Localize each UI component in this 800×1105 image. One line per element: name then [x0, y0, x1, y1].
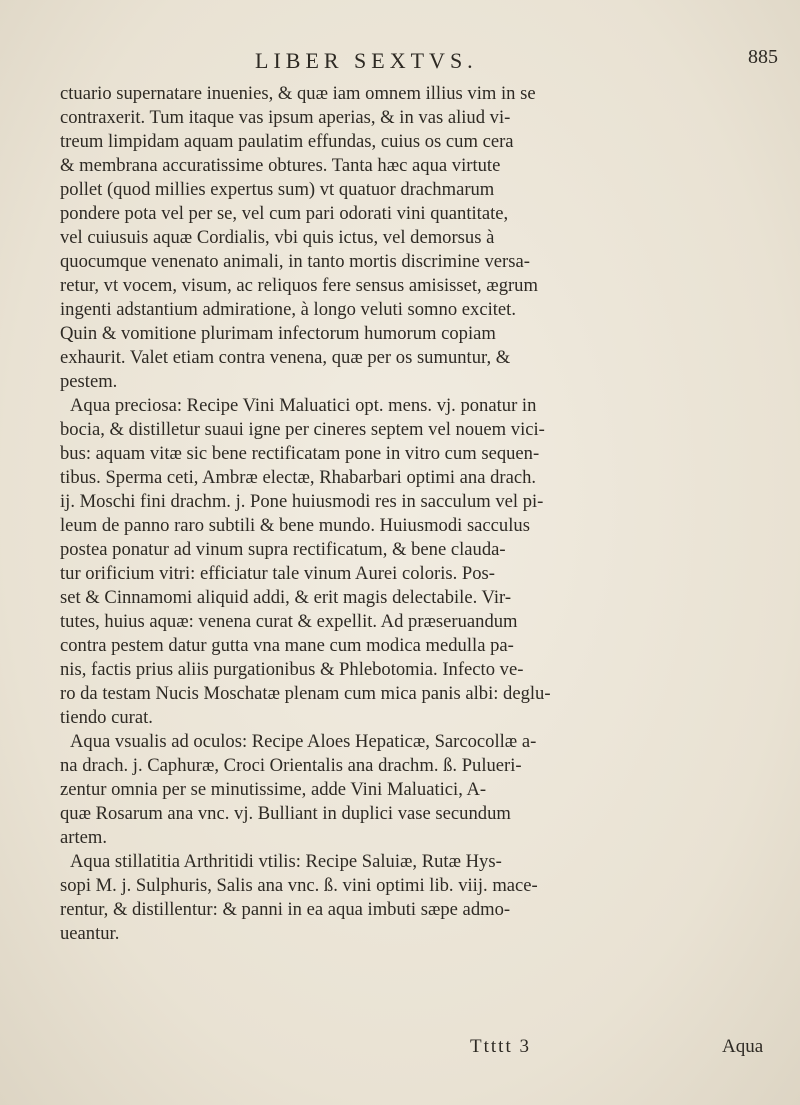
text-line: tibus. Sperma ceti, Ambræ electæ, Rhabarbari optimi ana drach. [60, 467, 537, 488]
recipe-heading-line: Aqua vsualis ad oculos: Recipe Aloes Hepaticæ, Sarcocollæ a- [70, 731, 537, 752]
signature-mark: Ttttt 3 [470, 1036, 531, 1057]
text-line: treum limpidam aquam paulatim effundas, cuius os cum cera [60, 131, 514, 152]
text-line: Quin & vomitione plurimam infectorum humorum copiam [60, 323, 496, 344]
text-line: quocumque venenato animali, in tanto mortis discrimine versa- [60, 251, 530, 272]
text-line: quæ Rosarum ana vnc. vj. Bulliant in duplici vase secundum [60, 803, 511, 824]
text-line: ueantur. [60, 923, 120, 944]
page-header [0, 48, 800, 80]
text-line: zentur omnia per se minutissime, adde Vini Maluatici, A- [60, 779, 487, 800]
text-line: bocia, & distilletur suaui igne per cineres septem vel nouem vici- [60, 419, 545, 440]
text-line: pestem. [60, 371, 118, 392]
text-line: retur, vt vocem, visum, ac reliquos fere sensus amisisset, ægrum [60, 275, 538, 296]
text-line: contra pestem datur gutta vna mane cum modica medulla pa- [60, 635, 514, 656]
text-line: set & Cinnamomi aliquid addi, & erit magis delectabile. Vir- [60, 587, 512, 608]
text-line: ingenti adstantium admiratione, à longo veluti somno excitet. [60, 299, 516, 320]
text-line: vel cuiusuis aquæ Cordialis, vbi quis ictus, vel demorsus à [60, 227, 495, 248]
text-line: & membrana accuratissime obtures. Tanta hæc aqua virtute [60, 155, 501, 176]
text-line: ro da testam Nucis Moschatæ plenam cum mica panis albi: deglu- [60, 683, 551, 704]
body-text [60, 82, 776, 946]
recipe-heading-line: Aqua stillatitia Arthritidi vtilis: Recipe Saluiæ, Rutæ Hys- [70, 851, 502, 872]
text-line: tutes, huius aquæ: venena curat & expellit. Ad præseruandum [60, 611, 518, 632]
text-line: pondere pota vel per se, vel cum pari odorati vini quantitate, [60, 203, 509, 224]
text-line: contraxerit. Tum itaque vas ipsum aperias, & in vas aliud vi- [60, 107, 511, 128]
running-head: LIBER SEXTVS. [255, 48, 478, 73]
catchword: Aqua [722, 1036, 764, 1057]
page-number: 885 [748, 46, 778, 68]
text-line: rentur, & distillentur: & panni in ea aqua imbuti sæpe admo- [60, 899, 511, 920]
text-line: tur orificium vitri: efficiatur tale vinum Aurei coloris. Pos- [60, 563, 495, 584]
text-line: exhaurit. Valet etiam contra venena, quæ per os sumuntur, & [60, 347, 511, 368]
text-line: pollet (quod millies expertus sum) vt quatuor drachmarum [60, 179, 495, 200]
text-line: na drach. j. Caphuræ, Croci Orientalis ana drachm. ß. Pulueri- [60, 755, 522, 776]
text-line: ij. Moschi fini drachm. j. Pone huiusmodi res in sacculum vel pi- [60, 491, 544, 512]
text-line: postea ponatur ad vinum supra rectificatum, & bene clauda- [60, 539, 506, 560]
text-line: nis, factis prius aliis purgationibus & Phlebotomia. Infecto ve- [60, 659, 524, 680]
text-line: ctuario supernatare inuenies, & quæ iam omnem illius vim in se [60, 83, 536, 104]
recipe-heading-line: Aqua preciosa: Recipe Vini Maluatici opt. mens. vj. ponatur in [70, 395, 537, 416]
text-line: leum de panno raro subtili & bene mundo. Huiusmodi sacculus [60, 515, 530, 536]
text-line: tiendo curat. [60, 707, 153, 728]
text-line: bus: aquam vitæ sic bene rectificatam pone in vitro cum sequen- [60, 443, 540, 464]
text-line: sopi M. j. Sulphuris, Salis ana vnc. ß. vini optimi lib. viij. mace- [60, 875, 538, 896]
text-line: artem. [60, 827, 107, 848]
page-footer [0, 1036, 800, 1066]
